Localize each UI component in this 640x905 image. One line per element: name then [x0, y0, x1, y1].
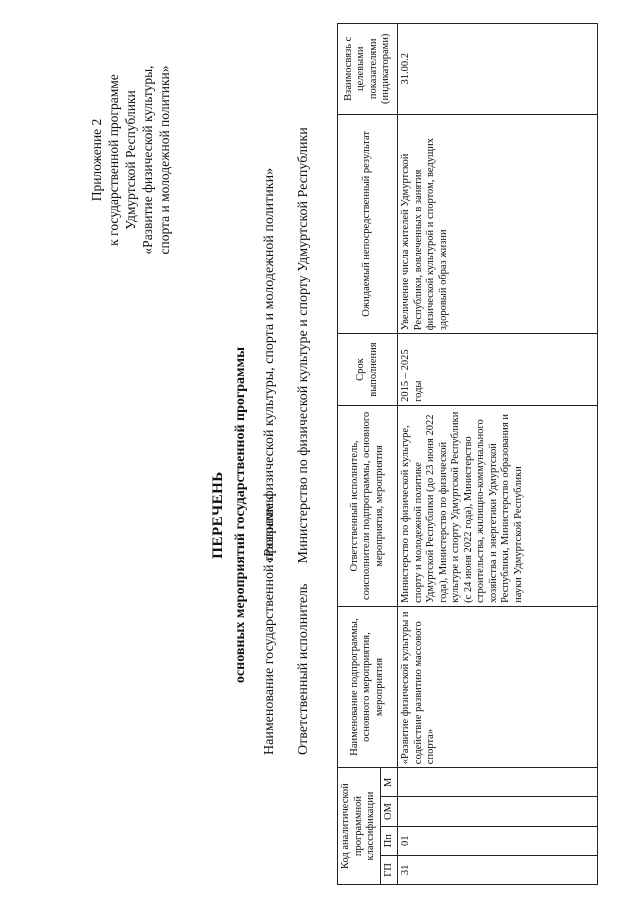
header-gp: ГП [380, 855, 398, 884]
executor-label: Ответственный исполнитель [296, 583, 311, 755]
title-sub: основных мероприятий государственной программы [233, 346, 248, 684]
cell-name: «Развитие физической культуры и содействие развитию массового спорта» [398, 606, 598, 767]
header-row [338, 24, 381, 885]
cell-gp: 31 [398, 855, 598, 884]
measures-table [337, 23, 598, 885]
executor-row [296, 127, 312, 755]
document-title [210, 205, 249, 825]
cell-term: 2015 – 2025 годы [398, 334, 598, 406]
program-value: «Развитие физической культуры, спорта и молодежной политики» [262, 167, 277, 564]
header-pp: Пп [380, 826, 398, 855]
header-term: Срок выполнения [338, 334, 398, 406]
appendix-line: Приложение 2 [89, 118, 104, 202]
cell-result: Увеличение числа жителей Удмуртской Республики, вовлеченных в занятия физической культурой и спортом, ведущих здоровый образ жизни [398, 114, 598, 334]
program-row [262, 168, 278, 755]
table-row [398, 24, 598, 885]
header-relation: Взаимосвязь с целевыми показателями (индикаторами) [338, 24, 398, 115]
program-label: Наименование государственной программы [262, 493, 277, 755]
executor-value: Министерство по физической культуре и спорту Удмуртской Республики [296, 127, 311, 564]
header-result: Ожидаемый непосредственный результат [338, 114, 398, 334]
cell-relation: 31.00.2 [398, 24, 598, 115]
header-responsible: Ответственный исполнитель, соисполнители подпрограммы, основного мероприятия, мероприятия [338, 405, 398, 606]
header-code-group: Код аналитической программной классификации [338, 768, 381, 885]
cell-om [398, 797, 598, 826]
appendix-line: «Развитие физической культуры, [140, 65, 155, 255]
appendix-line: Удмуртской Республики [123, 90, 138, 230]
header-om: ОМ [380, 797, 398, 826]
header-name: Наименование подпрограммы, основного мероприятия, мероприятия [338, 606, 398, 767]
title-main: ПЕРЕЧЕНЬ [210, 471, 226, 559]
appendix-block [88, 25, 173, 295]
cell-m [398, 768, 598, 797]
cell-pp: 01 [398, 826, 598, 855]
appendix-line: спорта и молодежной политики» [157, 65, 172, 255]
header-m: М [380, 768, 398, 797]
cell-responsible: Министерство по физической культуре, спорту и молодежной политике Удмуртской Республики (до 23 июня 2022 года), Министерство по физической культуре и спорту Удмуртской Республики (с 24 июня 2022 года), Министерство строительства, жилищно-коммунального хозяйства и энергетики Удмуртской Республики, Министерство образования и науки Удмуртской Республики [398, 405, 598, 606]
appendix-line: к государственной программе [106, 74, 121, 246]
